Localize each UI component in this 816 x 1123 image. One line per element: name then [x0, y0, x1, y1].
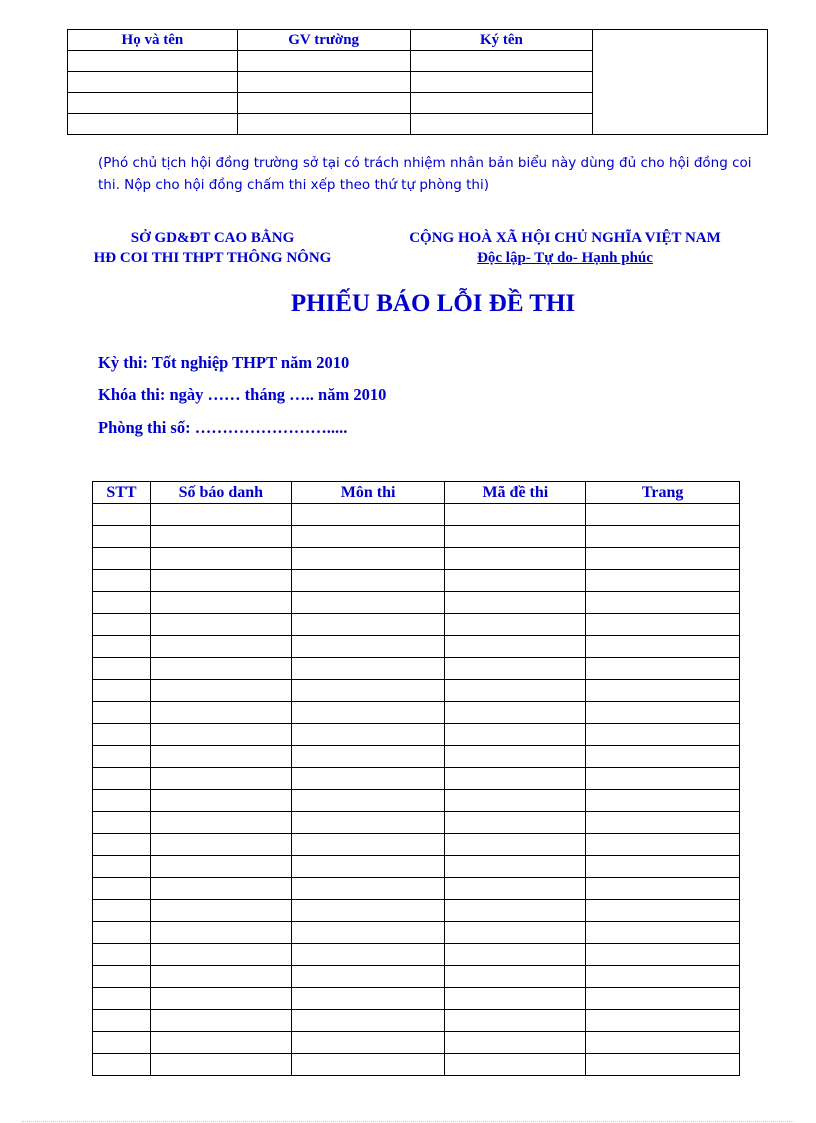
sig-empty-box — [593, 30, 768, 135]
table-cell — [150, 856, 291, 878]
table-cell — [93, 526, 151, 548]
table-row — [93, 1032, 740, 1054]
table-cell — [586, 658, 740, 680]
table-cell — [445, 592, 586, 614]
table-cell — [445, 614, 586, 636]
table-cell — [93, 570, 151, 592]
table-cell — [291, 570, 445, 592]
table-cell — [445, 724, 586, 746]
table-cell — [291, 768, 445, 790]
table-cell — [150, 636, 291, 658]
table-cell — [291, 746, 445, 768]
table-row — [93, 768, 740, 790]
table-cell — [445, 856, 586, 878]
table-cell — [445, 1032, 586, 1054]
col-ma-de-thi: Mã đề thi — [445, 482, 586, 504]
table-row — [93, 944, 740, 966]
table-cell — [150, 592, 291, 614]
table-cell — [93, 768, 151, 790]
table-cell — [150, 900, 291, 922]
table-cell — [150, 790, 291, 812]
table-cell — [445, 966, 586, 988]
table-body — [93, 504, 740, 1076]
table-row — [93, 856, 740, 878]
table-cell — [150, 922, 291, 944]
table-cell — [445, 504, 586, 526]
col-so-bao-danh: Số báo danh — [150, 482, 291, 504]
table-cell — [150, 746, 291, 768]
table-cell — [586, 922, 740, 944]
table-cell — [150, 1054, 291, 1076]
table-cell — [291, 856, 445, 878]
table-cell — [150, 988, 291, 1010]
table-cell — [291, 900, 445, 922]
table-row — [93, 922, 740, 944]
table-cell — [586, 1032, 740, 1054]
table-cell — [93, 504, 151, 526]
table-cell — [586, 900, 740, 922]
table-cell — [445, 988, 586, 1010]
col-trang: Trang — [586, 482, 740, 504]
national-header — [370, 228, 760, 268]
table-row — [93, 570, 740, 592]
table-cell — [291, 834, 445, 856]
table-row — [93, 834, 740, 856]
table-cell — [150, 724, 291, 746]
table-cell — [586, 746, 740, 768]
table-cell — [586, 702, 740, 724]
table-cell — [586, 878, 740, 900]
table-row — [93, 1010, 740, 1032]
table-cell — [586, 548, 740, 570]
col-stt: STT — [93, 482, 151, 504]
table-cell — [291, 944, 445, 966]
col-mon-thi: Môn thi — [291, 482, 445, 504]
table-cell — [445, 526, 586, 548]
table-row — [93, 526, 740, 548]
table-cell — [93, 592, 151, 614]
table-cell — [445, 636, 586, 658]
issuer-council: HĐ COI THI THPT THÔNG NÔNG — [93, 250, 332, 266]
table-cell — [150, 658, 291, 680]
sig-header-name: Họ và tên — [68, 30, 238, 51]
table-cell — [93, 1054, 151, 1076]
exam-room: Phòng thi số: ……………………..... — [98, 418, 348, 437]
table-row — [93, 636, 740, 658]
exam-name: Kỳ thi: Tốt nghiệp THPT năm 2010 — [98, 353, 350, 372]
table-cell — [150, 526, 291, 548]
national-motto: Độc lập- Tự do- Hạnh phúc — [477, 250, 653, 266]
table-cell — [150, 1010, 291, 1032]
table-cell — [93, 812, 151, 834]
table-cell — [93, 680, 151, 702]
table-row — [93, 1054, 740, 1076]
table-cell — [150, 944, 291, 966]
table-cell — [445, 702, 586, 724]
table-cell — [291, 966, 445, 988]
table-cell — [291, 878, 445, 900]
table-cell — [93, 1032, 151, 1054]
table-row — [93, 504, 740, 526]
table-cell — [586, 768, 740, 790]
table-cell — [93, 922, 151, 944]
error-report-table — [92, 481, 740, 1076]
exam-date: Khóa thi: ngày …… tháng ….. năm 2010 — [98, 385, 387, 404]
document-title: PHIẾU BÁO LỖI ĐỀ THI — [290, 290, 576, 317]
table-cell — [445, 790, 586, 812]
table-cell — [586, 834, 740, 856]
table-cell — [150, 878, 291, 900]
table-cell — [291, 702, 445, 724]
table-cell — [445, 570, 586, 592]
signature-header-row — [68, 30, 768, 51]
table-cell — [291, 922, 445, 944]
table-cell — [93, 988, 151, 1010]
table-cell — [93, 944, 151, 966]
table-row — [93, 658, 740, 680]
table-cell — [150, 768, 291, 790]
national-name: CỘNG HOÀ XÃ HỘI CHỦ NGHĨA VIỆT NAM — [409, 230, 721, 246]
table-cell — [291, 1054, 445, 1076]
table-row — [93, 614, 740, 636]
table-cell — [291, 812, 445, 834]
table-cell — [93, 724, 151, 746]
table-cell — [586, 592, 740, 614]
table-cell — [93, 746, 151, 768]
table-cell — [291, 680, 445, 702]
table-cell — [93, 900, 151, 922]
table-cell — [445, 812, 586, 834]
table-cell — [445, 922, 586, 944]
table-cell — [93, 966, 151, 988]
table-cell — [291, 658, 445, 680]
table-header-row — [93, 482, 740, 504]
table-cell — [586, 1054, 740, 1076]
table-cell — [291, 614, 445, 636]
instruction-note: (Phó chủ tịch hội đồng trường sở tại có trách nhiệm nhân bản biểu này dùng đủ cho hội đồng coi thi. Nộp cho hội đồng chấm thi xếp theo thứ tự phòng thi) — [98, 155, 752, 193]
table-cell — [291, 526, 445, 548]
table-cell — [586, 570, 740, 592]
table-cell — [150, 570, 291, 592]
page-bottom-divider — [22, 1121, 794, 1122]
table-cell — [586, 944, 740, 966]
table-row — [93, 988, 740, 1010]
table-row — [93, 724, 740, 746]
table-cell — [586, 614, 740, 636]
table-cell — [93, 636, 151, 658]
table-cell — [586, 724, 740, 746]
table-row — [93, 790, 740, 812]
table-cell — [445, 746, 586, 768]
table-cell — [150, 702, 291, 724]
table-row — [93, 966, 740, 988]
table-cell — [291, 1032, 445, 1054]
table-cell — [445, 1054, 586, 1076]
table-row — [93, 746, 740, 768]
table-cell — [150, 834, 291, 856]
signature-table — [67, 29, 768, 135]
table-cell — [93, 878, 151, 900]
sig-header-sign: Ký tên — [410, 30, 593, 51]
sig-header-school: GV trường — [237, 30, 410, 51]
table-cell — [93, 834, 151, 856]
table-cell — [586, 812, 740, 834]
table-cell — [586, 790, 740, 812]
table-cell — [445, 878, 586, 900]
table-cell — [291, 548, 445, 570]
table-cell — [150, 504, 291, 526]
table-cell — [150, 614, 291, 636]
table-cell — [150, 966, 291, 988]
table-cell — [586, 504, 740, 526]
table-row — [93, 900, 740, 922]
table-cell — [150, 1032, 291, 1054]
table-cell — [445, 658, 586, 680]
table-cell — [291, 724, 445, 746]
table-cell — [291, 790, 445, 812]
table-cell — [93, 856, 151, 878]
table-cell — [291, 504, 445, 526]
table-cell — [445, 944, 586, 966]
table-cell — [93, 614, 151, 636]
table-cell — [586, 856, 740, 878]
issuer-header — [60, 228, 365, 268]
table-row — [93, 592, 740, 614]
table-cell — [445, 834, 586, 856]
table-row — [93, 878, 740, 900]
table-cell — [445, 548, 586, 570]
table-cell — [586, 966, 740, 988]
table-cell — [445, 900, 586, 922]
table-cell — [291, 636, 445, 658]
table-cell — [291, 1010, 445, 1032]
table-cell — [93, 658, 151, 680]
table-row — [93, 680, 740, 702]
table-cell — [291, 592, 445, 614]
table-cell — [93, 1010, 151, 1032]
table-cell — [586, 1010, 740, 1032]
table-cell — [586, 636, 740, 658]
table-cell — [586, 988, 740, 1010]
table-cell — [93, 790, 151, 812]
table-row — [93, 812, 740, 834]
table-cell — [150, 812, 291, 834]
table-cell — [445, 680, 586, 702]
table-cell — [445, 1010, 586, 1032]
table-cell — [445, 768, 586, 790]
table-cell — [93, 702, 151, 724]
table-cell — [93, 548, 151, 570]
table-cell — [150, 548, 291, 570]
table-row — [93, 548, 740, 570]
table-cell — [150, 680, 291, 702]
table-cell — [291, 988, 445, 1010]
table-row — [93, 702, 740, 724]
issuer-department: SỞ GD&ĐT CAO BẰNG — [130, 230, 295, 246]
table-cell — [586, 526, 740, 548]
table-cell — [586, 680, 740, 702]
